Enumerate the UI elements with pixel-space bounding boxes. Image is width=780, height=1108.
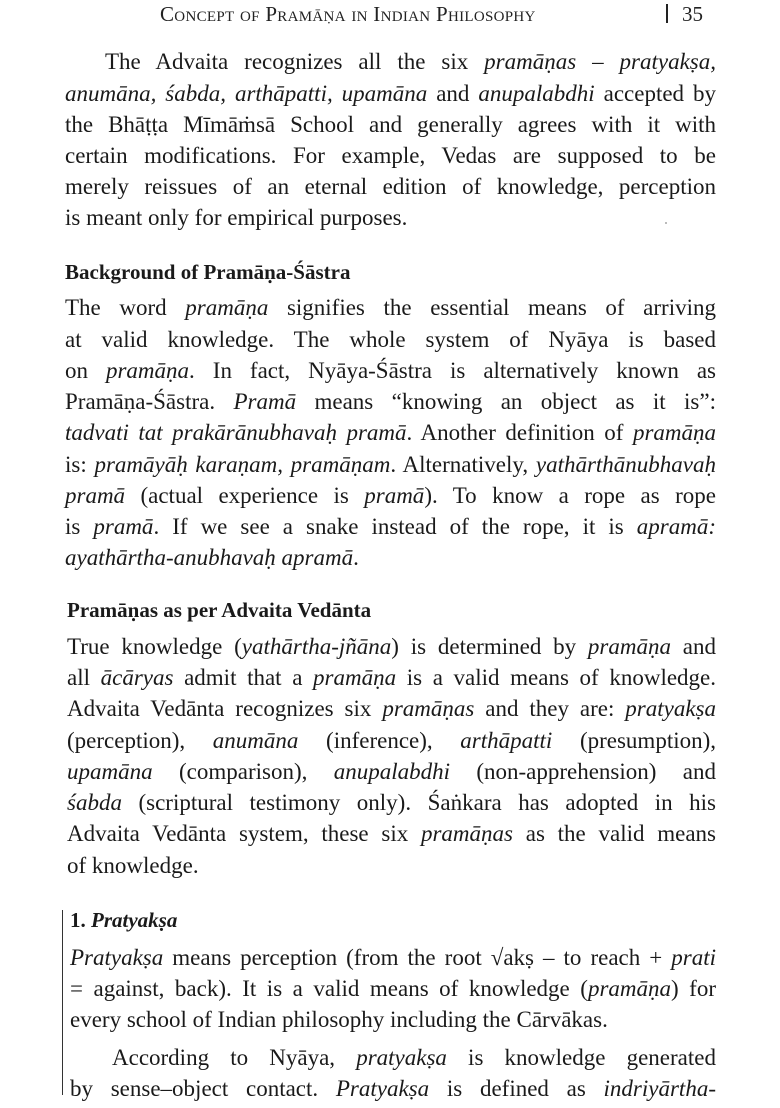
text-run: –: [576, 49, 620, 74]
text-run: means perception (from the root √akṣ – to reach +: [163, 945, 672, 970]
italic-term: pramāṇa: [313, 665, 397, 690]
text-run: by sense–object contact.: [70, 1076, 336, 1101]
margin-rule: [62, 910, 63, 1095]
page-number-value: 35: [682, 2, 703, 26]
text-line: [65, 203, 716, 233]
italic-term: pramāṇa: [105, 358, 190, 383]
text-line: [70, 1005, 716, 1035]
text-run: (actual experience is: [125, 483, 365, 508]
text-run: every school of Indian philosophy including the Cārvākas.: [70, 1007, 608, 1032]
text-run: According to Nyāya,: [112, 1045, 357, 1070]
italic-term: apramā:: [636, 514, 716, 539]
italic-term: yathārthānubhavaḥ: [535, 452, 717, 477]
italic-term: pratyakṣa,: [619, 49, 717, 74]
italic-term: Pratyakṣa: [335, 1076, 430, 1101]
scan-speck: [665, 222, 667, 224]
subsection-title: Pratyakṣa: [91, 908, 178, 932]
text-run: Advaita Vedānta recognizes six: [67, 696, 383, 721]
italic-term: pramāṇa: [587, 976, 671, 1001]
text-run: certain modifications. For example, Vedas are supposed to be: [65, 143, 716, 168]
italic-term: Pratyakṣa: [70, 945, 164, 970]
italic-term: pratyakṣa: [356, 1045, 447, 1070]
text-line: [65, 512, 716, 542]
text-run: signifies the essential means of arriving: [268, 295, 716, 320]
text-run: is:: [65, 452, 95, 477]
text-line: [70, 1074, 716, 1104]
text-line: [65, 172, 716, 202]
text-run: accepted by: [594, 81, 716, 106]
italic-term: pramāṇas: [382, 696, 475, 721]
text-run: . Alternatively,: [390, 452, 536, 477]
text-line: [67, 819, 716, 849]
text-line: [67, 757, 716, 787]
text-run: ). To know a rope as rope: [424, 483, 716, 508]
text-line: [65, 110, 716, 140]
italic-term: anumāna: [212, 728, 299, 753]
text-run: (presumption),: [552, 728, 717, 753]
italic-term: pramāṇa: [632, 420, 717, 445]
italic-term: anupalabdhi: [333, 759, 450, 784]
text-line: [65, 293, 716, 323]
text-line: [65, 325, 716, 355]
italic-term: upamāna: [67, 759, 153, 784]
text-run: means “knowing an object as it is”:: [296, 389, 716, 414]
text-run: (non-apprehension) and: [449, 759, 716, 784]
text-run: . If we see a snake instead of the rope, it is: [153, 514, 637, 539]
italic-term: ācāryas: [100, 665, 174, 690]
italic-term: tadvati tat prakārānubhavaḥ pramā: [65, 420, 407, 445]
text-run: admit that a: [173, 665, 314, 690]
italic-term: pramāṇa: [587, 634, 671, 659]
italic-term: pratyakṣa: [625, 696, 716, 721]
subsection-heading: [70, 906, 177, 934]
text-run: ) for: [671, 976, 716, 1001]
italic-term: pramāṇa: [185, 295, 269, 320]
italic-term: pramāṇas: [420, 821, 513, 846]
italic-term: indriyārtha-: [603, 1076, 716, 1101]
text-line: [67, 663, 716, 693]
text-run: is a valid means of knowledge.: [396, 665, 716, 690]
text-line: [105, 47, 716, 77]
text-run: = against, back). It is a valid means of knowledge (: [70, 976, 588, 1001]
text-line: [65, 356, 716, 386]
text-run: is defined as: [429, 1076, 604, 1101]
text-run: is meant only for empirical purposes.: [65, 205, 408, 230]
italic-term: arthāpatti: [460, 728, 553, 753]
text-run: of knowledge.: [67, 853, 199, 878]
section-heading: Pramāṇas as per Advaita Vedānta: [67, 598, 372, 622]
text-run: Pramāṇa-Śāstra.: [65, 389, 234, 414]
text-run: . In fact, Nyāya-Śāstra is alternatively known as: [189, 358, 716, 383]
text-line: [65, 141, 716, 171]
italic-term: pramā: [93, 514, 154, 539]
text-run: at valid knowledge. The whole system of Nyāya is based: [65, 327, 716, 352]
text-run: . Another definition of: [406, 420, 633, 445]
text-line: [67, 694, 716, 724]
text-line: [67, 632, 716, 662]
text-run: (inference),: [298, 728, 461, 753]
italic-term: ayathārtha-anubhavaḥ apramā: [65, 545, 354, 570]
italic-term: pramāṇas: [484, 49, 577, 74]
text-run: merely reissues of an eternal edition of knowledge, perception: [65, 174, 716, 199]
text-run: all: [67, 665, 101, 690]
text-line: [67, 726, 716, 756]
italic-term: pramā: [65, 483, 126, 508]
page-number: [666, 2, 703, 27]
text-run: The word: [65, 295, 186, 320]
italic-term: anumāna, śabda, arthāpatti, upamāna: [65, 81, 428, 106]
running-head: Concept of Pramāṇa in Indian Philosophy: [160, 2, 536, 26]
text-line: [112, 1043, 716, 1073]
text-line: [65, 450, 716, 480]
text-run: and: [427, 81, 479, 106]
text-run: is: [65, 514, 94, 539]
text-run: True knowledge (: [67, 634, 242, 659]
text-run: The Advaita recognizes all the six: [105, 49, 485, 74]
text-line: [65, 418, 716, 448]
text-line: [65, 543, 716, 573]
text-run: Advaita Vedānta system, these six: [67, 821, 421, 846]
text-run: and: [670, 634, 716, 659]
text-line: [70, 974, 716, 1004]
text-run: ) is determined by: [391, 634, 588, 659]
text-run: on: [65, 358, 106, 383]
italic-term: pramā: [364, 483, 425, 508]
text-line: [65, 387, 716, 417]
text-run: (comparison),: [152, 759, 334, 784]
italic-term: pramāyāḥ karaṇam, pramāṇam: [94, 452, 391, 477]
italic-term: anupalabdhi: [478, 81, 595, 106]
text-line: [67, 851, 716, 881]
text-run: as the valid means: [512, 821, 716, 846]
header-divider: [666, 4, 668, 23]
subsection-number: 1.: [70, 908, 91, 932]
text-line: [67, 788, 716, 818]
italic-term: yathārtha-jñāna: [241, 634, 392, 659]
text-run: is knowledge generated: [446, 1045, 716, 1070]
text-run: the Bhāṭṭa Mīmāṁsā School and generally agrees with it with: [65, 112, 716, 137]
text-run: .: [353, 545, 359, 570]
text-line: [65, 79, 716, 109]
italic-term: śabda: [67, 790, 122, 815]
text-run: and they are:: [474, 696, 626, 721]
text-run: (perception),: [67, 728, 213, 753]
section-heading: Background of Pramāṇa-Śāstra: [65, 260, 351, 284]
text-run: (scriptural testimony only). Śaṅkara has adopted in his: [121, 790, 716, 815]
text-line: [70, 943, 716, 973]
text-line: [65, 481, 716, 511]
italic-term: prati: [671, 945, 716, 970]
italic-term: Pramā: [233, 389, 297, 414]
